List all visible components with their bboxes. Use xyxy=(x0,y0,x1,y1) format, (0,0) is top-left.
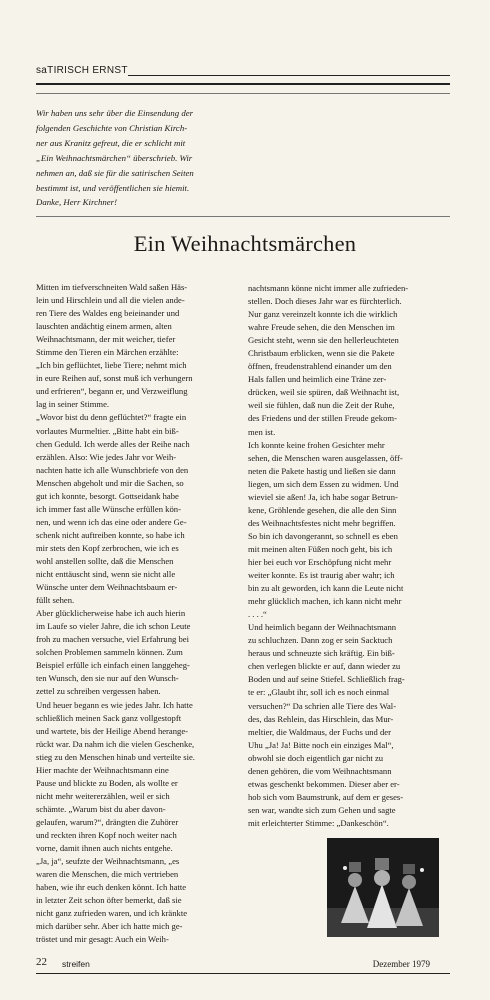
publication-name: streifen xyxy=(62,959,90,969)
editorial-intro: Wir haben uns sehr über die Einsendung der folgenden Geschichte von Christian Kirch- ner aus Kranitz gefreut, die er schlicht mit „Ein Weihnachtsmärchen“ überschrieb. Wir nehmen an, daß sie für die satirischen Seiten bestimmt ist, und veröffentlichen sie hiemit. Danke, Herr Kirchner! xyxy=(36,108,194,208)
footer-divider xyxy=(36,973,450,974)
issue-date: Dezember 1979 xyxy=(372,959,430,969)
article-column-right: nachtsmann könne nicht immer alle zufrieden- stellen. Doch dieses Jahr war es fürchterlich. Nur ganz vereinzelt konnte ich die wirklich wahre Freude sehen, die den Menschen im Gesicht steht, wenn sie den hellerleuchteten Christbaum erblicken, wenn sie die Pakete öffnen, freudenstrahlend einander um den Hals fallen und heimlich eine Träne zer- drücken, weil sie spüren, daß Weihnacht ist, weil sie fühlen, daß nun die Zeit der Ruhe, des Friedens und der stillen Freude gekom- men ist. Ich konnte keine frohen Gesichter mehr sehen, die Menschen waren ausgelassen, öff- neten die Pakete hastig und ließen sie dann liegen, um sich dem Essen zu widmen. Und wieviel sie aßen! Ja, ich habe sogar Betrun- kene, Gröhlende gesehen, die alle den Sinn des Weihnachtsfestes nicht mehr begriffen. So bin ich davongerannt, so schnell es eben mit meinen alten Füßen noch geht, bis ich hier bei euch vor Erschöpfung nicht mehr weiter konnte. Es ist traurig aber wahr; ich bin zu alt geworden, ich kann die Leute nicht mehr glücklich machen, ich kann nicht mehr . . . .“ Und heimlich begann der Weihnachtsmann zu schluchzen. Dann zog er sein Sacktuch heraus und schneuzte sich kräftig. Ein biß- chen verlegen blickte er auf, dann wieder zu Boden und auf seine Stiefel. Schließlich frag- te er: „Glaubt ihr, soll ich es noch einmal versuchen?“ Da schrien alle Tiere des Wal- des, das Rehlein, das Hirschlein, das Mur- meltier, die Waldmaus, der Fuchs und der Uhu „Ja! Ja! Bitte noch ein einziges Mal“, obwohl sie doch eigentlich gar nicht zu denen gehören, die vom Weihnachtsmann etwas geschenkt bekommen. Dieser aber er- hob sich vom Baumstrunk, auf dem er geses- sen war, wandte sich zum Gehen und sagte mit erleichterter Stimme: „Dankeschön“. xyxy=(248,283,409,828)
article-column-left: Mitten im tiefverschneiten Wald saßen Häs- lein und Hirschlein und all die vielen ande- ren Tiere des Waldes eng beieinander und lauschten andächtig einem armen, alten Weihnachtsmann, der mit weicher, tiefer Stimme den Tieren ein Märchen erzählte: „Ich bin geflüchtet, liebe Tiere; nehmt mich in eure Reihen auf, sonst muß ich verhungern und erfrieren“, begann er, und Verzweiflung lag in seiner Stimme. „Wovor bist du denn geflüchtet?“ fragte ein vorlautes Murmeltier. „Bitte habt ein biß- chen Geduld. Ich werde alles der Reihe nach erzählen. Also: Wie jedes Jahr vor Weih- nachten hatte ich alle Wunschbriefe von den Menschen abgeholt und mir die Sachen, so gut ich konnte, besorgt. Gottseidank habe ich immer fast alle Wünsche erfüllen kön- nen, und wenn ich das eine oder andere Ge- schenk nicht auftreiben konnte, so habe ich mir stets den Kopf zerbrochen, wie ich es wohl anstellen sollte, daß die Menschen nicht enttäuscht sind, wenn sie nicht alle Wünsche unter dem Weihnachtsbaum er- füllt sehen. Aber glücklicherweise habe ich auch hierin im Laufe so vieler Jahre, die ich schon Leute froh zu machen versuche, viel Erfahrung bei solchen Problemen sammeln können. Zum Beispiel erfülle ich einfach einen langgeheg- ten Wunsch, den sie nur auf den Wunsch- zettel zu schreiben vergessen haben. Und heuer begann es wie jedes Jahr. Ich hatte schließlich meinen Sack ganz vollgestopft und wartete, bis der Heilige Abend herange- rückt war. Da nahm ich die vielen Geschenke, stieg zu den Menschen hinab und verteilte sie. Hier machte der Weihnachtsmann eine Pause und blickte zu Boden, als wollte er nicht mehr weitererzählen, weil er sich schämte. „Warum bist du aber davon- gelaufen, warum?“, drängten die Zuhörer und reckten ihren Kopf noch weiter nach vorne, damit ihnen auch nichts entgehe. „Ja, ja“, seufzte der Weihnachtsmann, „es waren die Menschen, die mich vertrieben haben, wie ihr euch denken könnt. Ich hatte in letzter Zeit schon öfter bemerkt, daß sie nicht ganz zufrieden waren, und ich kränkte mich darüber sehr. Aber ich hatte mich ge- tröstet und mir gesagt: Auch ein Weih- xyxy=(36,282,195,945)
header-divider xyxy=(36,83,450,85)
section-heading: saTIRISCH ERNST xyxy=(36,65,128,76)
page-number: 22 xyxy=(36,956,47,968)
article-title: Ein Weihnachtsmärchen xyxy=(133,231,357,256)
section-rule xyxy=(128,75,450,76)
christmas-figures-photo xyxy=(327,838,439,937)
